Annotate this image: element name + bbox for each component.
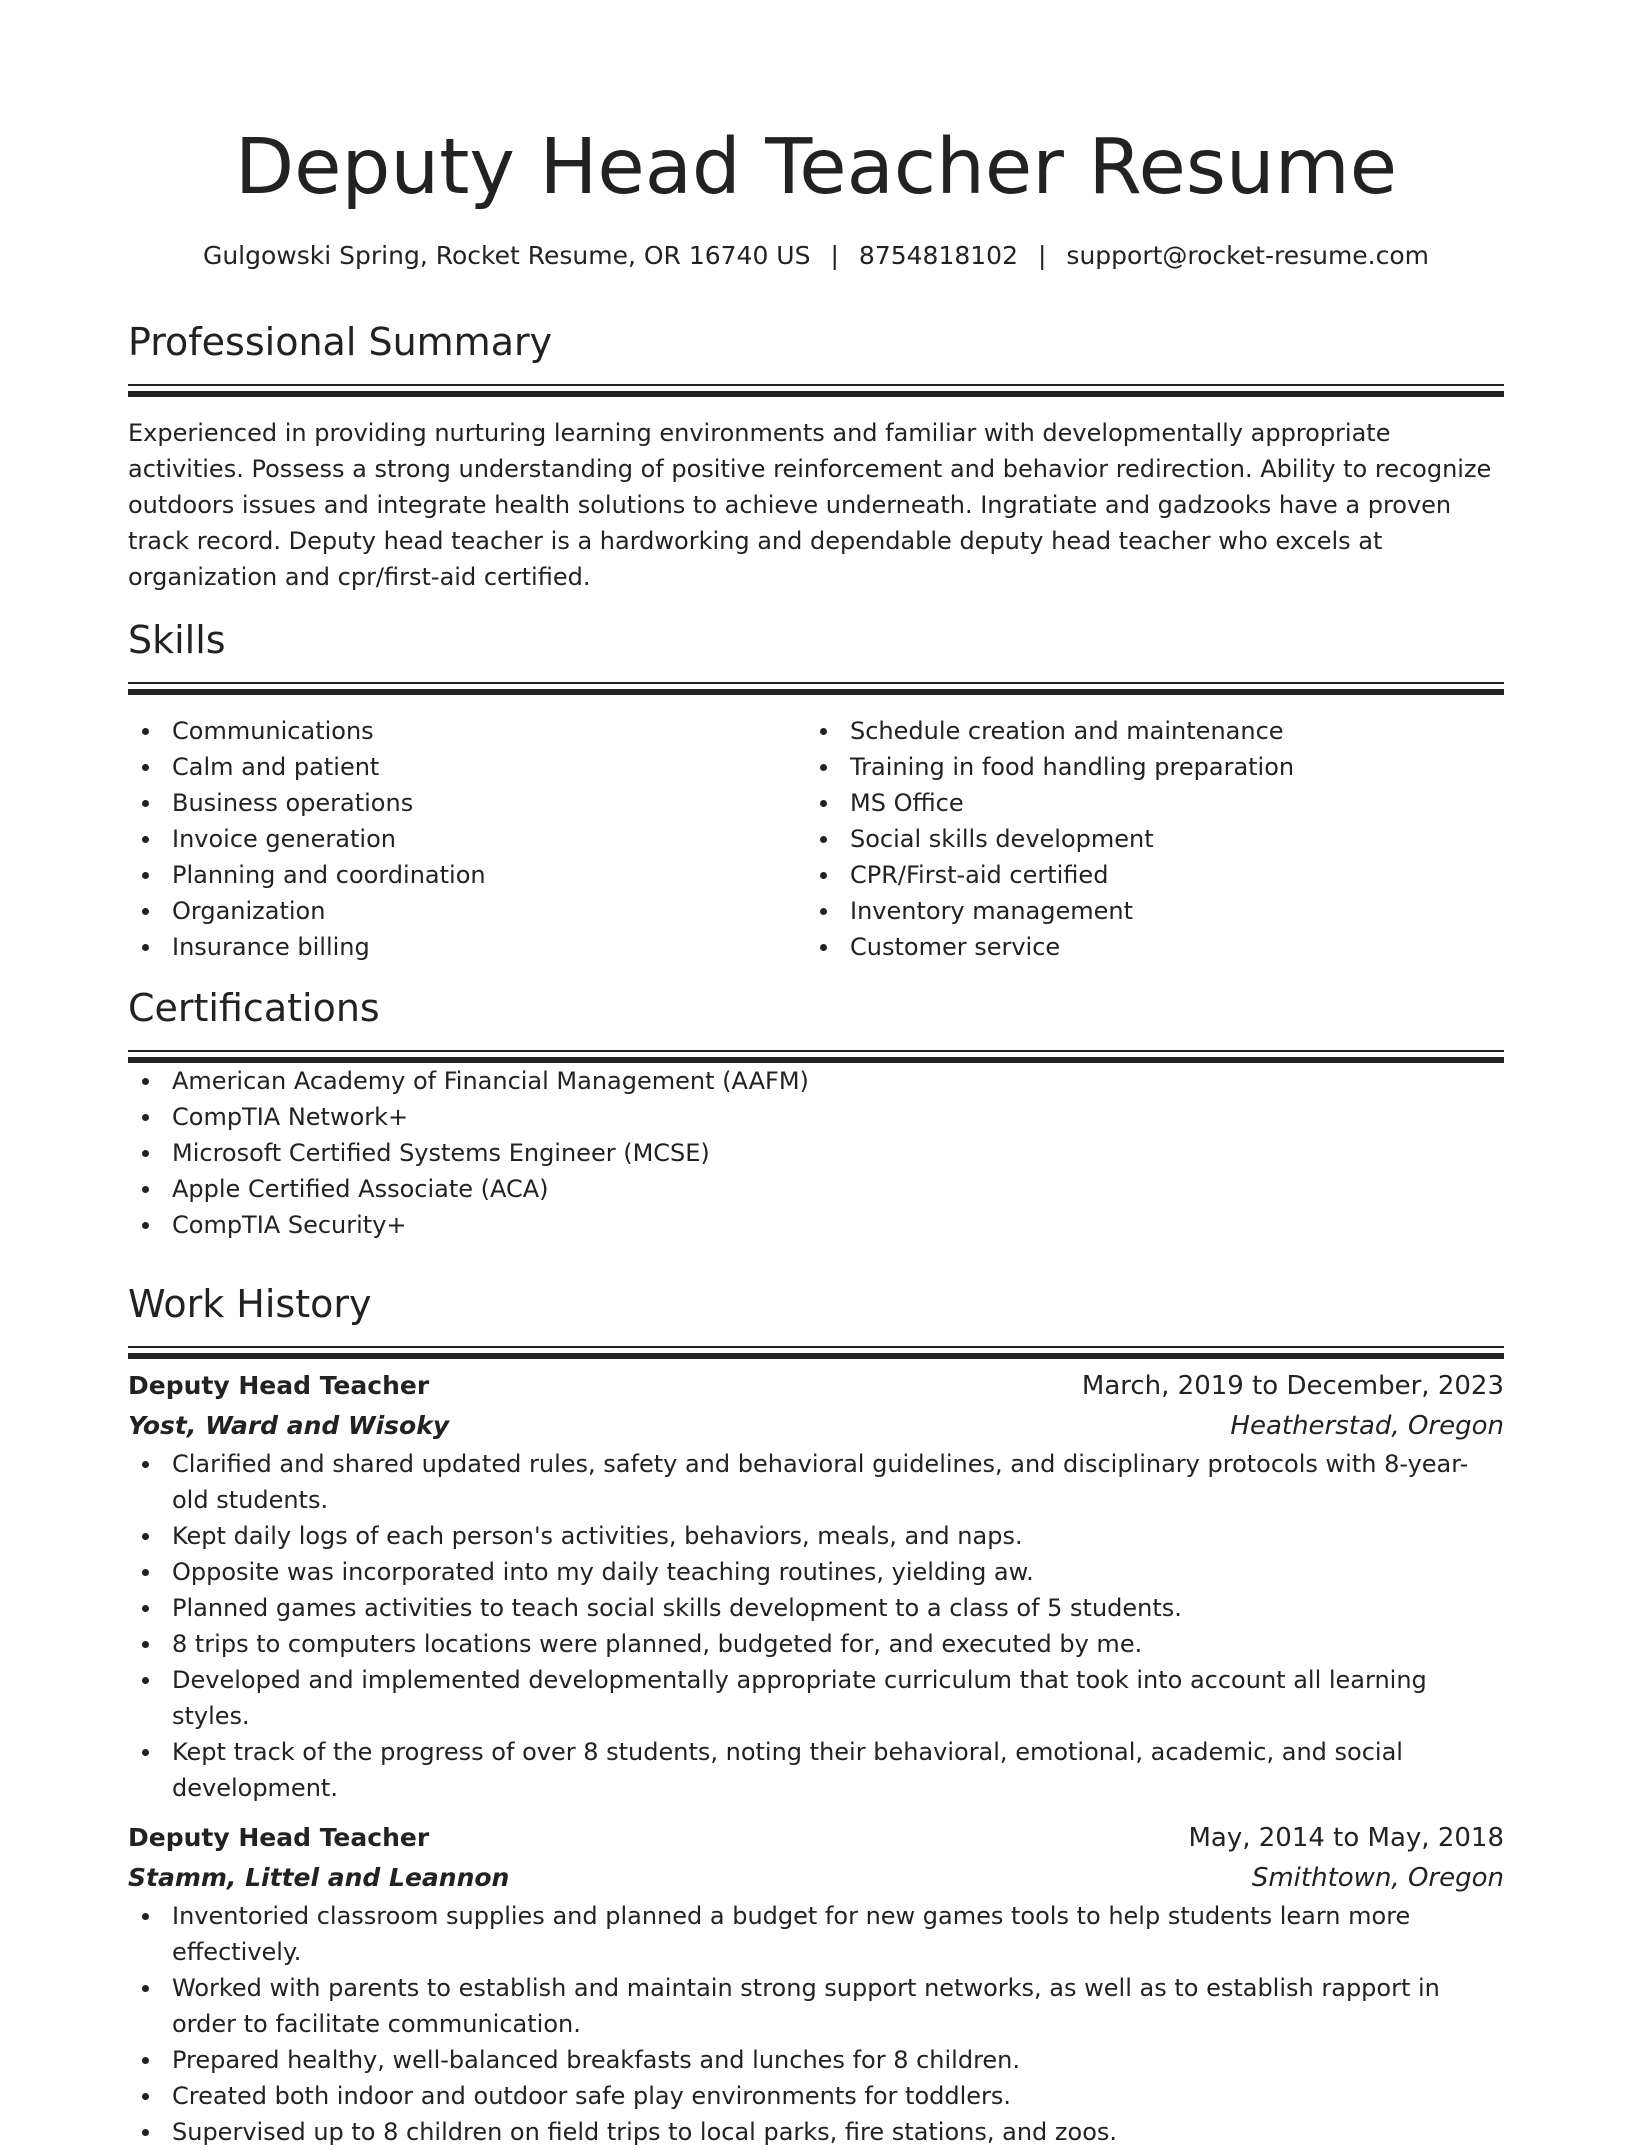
skill-item: Business operations <box>128 785 806 821</box>
section-divider <box>128 689 1504 695</box>
certification-item: American Academy of Financial Management (AAFM) <box>128 1063 1504 1099</box>
skill-item: Insurance billing <box>128 929 806 965</box>
document-title: Deputy Head Teacher Resume <box>234 123 1398 212</box>
contact-line <box>0 238 1632 274</box>
job-duty: Worked with parents to establish and maintain strong support networks, as well as to establish rapport in order to facilitate communication. <box>128 1970 1504 2042</box>
certification-item: Apple Certified Associate (ACA) <box>128 1171 1504 1207</box>
job-subheader-row <box>128 1858 1504 1898</box>
job-location: Smithtown, Oregon <box>1251 1863 1504 1893</box>
skill-item: Schedule creation and maintenance <box>806 713 1484 749</box>
section-heading: Certifications <box>128 986 380 1030</box>
contact-phone: 8754818102 <box>858 241 1018 270</box>
job-duty: 8 trips to computers locations were planned, budgeted for, and executed by me. <box>128 1626 1504 1662</box>
job-location: Heatherstad, Oregon <box>1230 1411 1504 1441</box>
certifications-list <box>128 1063 1504 1243</box>
section-heading: Work History <box>128 1282 372 1326</box>
job-title: Deputy Head Teacher <box>128 1371 430 1400</box>
section-divider <box>128 1353 1504 1359</box>
job-duty: Created both indoor and outdoor safe play environments for toddlers. <box>128 2078 1504 2114</box>
skill-item: MS Office <box>806 785 1484 821</box>
contact-separator: | <box>830 241 839 270</box>
job-company: Yost, Ward and Wisoky <box>128 1411 450 1440</box>
job-duty: Kept track of the progress of over 8 students, noting their behavioral, emotional, academic, and social development. <box>128 1734 1504 1806</box>
skill-item: Training in food handling preparation <box>806 749 1484 785</box>
skills-section <box>128 614 1504 965</box>
certification-item: Microsoft Certified Systems Engineer (MCSE) <box>128 1135 1504 1171</box>
section-heading: Skills <box>128 618 226 662</box>
job-header-row <box>128 1366 1504 1406</box>
contact-separator: | <box>1037 241 1047 270</box>
skill-item: Organization <box>128 893 806 929</box>
work-history-section <box>128 1278 1504 1359</box>
skill-item: Planning and coordination <box>128 857 806 893</box>
summary-section <box>128 316 1504 595</box>
job-duty: Kept daily logs of each person's activities, behaviors, meals, and naps. <box>128 1518 1504 1554</box>
skill-item: Social skills development <box>806 821 1484 857</box>
section-divider <box>128 1050 1504 1052</box>
job-duties-list <box>128 1446 1504 1806</box>
job-duty: Opposite was incorporated into my daily teaching routines, yielding aw. <box>128 1554 1504 1590</box>
job-company: Stamm, Littel and Leannon <box>128 1863 510 1892</box>
certification-item: CompTIA Network+ <box>128 1099 1504 1135</box>
job-entry <box>128 1366 1504 1806</box>
job-dates: May, 2014 to May, 2018 <box>1188 1823 1504 1853</box>
section-divider <box>128 1346 1504 1348</box>
job-dates: March, 2019 to December, 2023 <box>1081 1371 1504 1401</box>
job-duty: Prepared healthy, well-balanced breakfasts and lunches for 8 children. <box>128 2042 1504 2078</box>
skill-item: Communications <box>128 713 806 749</box>
job-subheader-row <box>128 1406 1504 1446</box>
job-duty: Clarified and shared updated rules, safety and behavioral guidelines, and disciplinary protocols with 8-year-old students. <box>128 1446 1504 1518</box>
job-duty: Planned games activities to teach social skills development to a class of 5 students. <box>128 1590 1504 1626</box>
certifications-section <box>128 982 1504 1243</box>
skill-item: Calm and patient <box>128 749 806 785</box>
section-heading: Professional Summary <box>128 320 553 364</box>
skill-item: CPR/First-aid certified <box>806 857 1484 893</box>
section-divider <box>128 682 1504 684</box>
skills-columns <box>128 713 1504 965</box>
section-divider <box>128 391 1504 397</box>
job-entry <box>128 1818 1504 2150</box>
skills-list-right <box>806 713 1484 965</box>
job-title: Deputy Head Teacher <box>128 1823 430 1852</box>
section-divider <box>128 384 1504 386</box>
skill-item: Invoice generation <box>128 821 806 857</box>
job-header-row <box>128 1818 1504 1858</box>
job-duty: Developed and implemented developmentally appropriate curriculum that took into account all learning styles. <box>128 1662 1504 1734</box>
summary-text: Experienced in providing nurturing learning environments and familiar with developmentally appropriate activities. Possess a strong understanding of positive reinforcement and behavior redirection. Ability to recognize outdoors issues and integrate health solutions to achieve underneath. Ingratiate and gadzooks have a proven track record. Deputy head teacher is a hardworking and dependable deputy head teacher who excels at organization and cpr/first-aid certified. <box>128 419 1492 591</box>
skill-item: Customer service <box>806 929 1484 965</box>
certification-item: CompTIA Security+ <box>128 1207 1504 1243</box>
contact-email: support@rocket-resume.com <box>1066 241 1430 270</box>
skill-item: Inventory management <box>806 893 1484 929</box>
skills-list-left <box>128 713 806 965</box>
contact-address: Gulgowski Spring, Rocket Resume, OR 16740 US <box>202 241 811 270</box>
job-duties-list <box>128 1898 1504 2150</box>
job-duty: Supervised up to 8 children on field trips to local parks, fire stations, and zoos. <box>128 2114 1504 2150</box>
job-duty: Inventoried classroom supplies and planned a budget for new games tools to help students learn more effectively. <box>128 1898 1504 1970</box>
